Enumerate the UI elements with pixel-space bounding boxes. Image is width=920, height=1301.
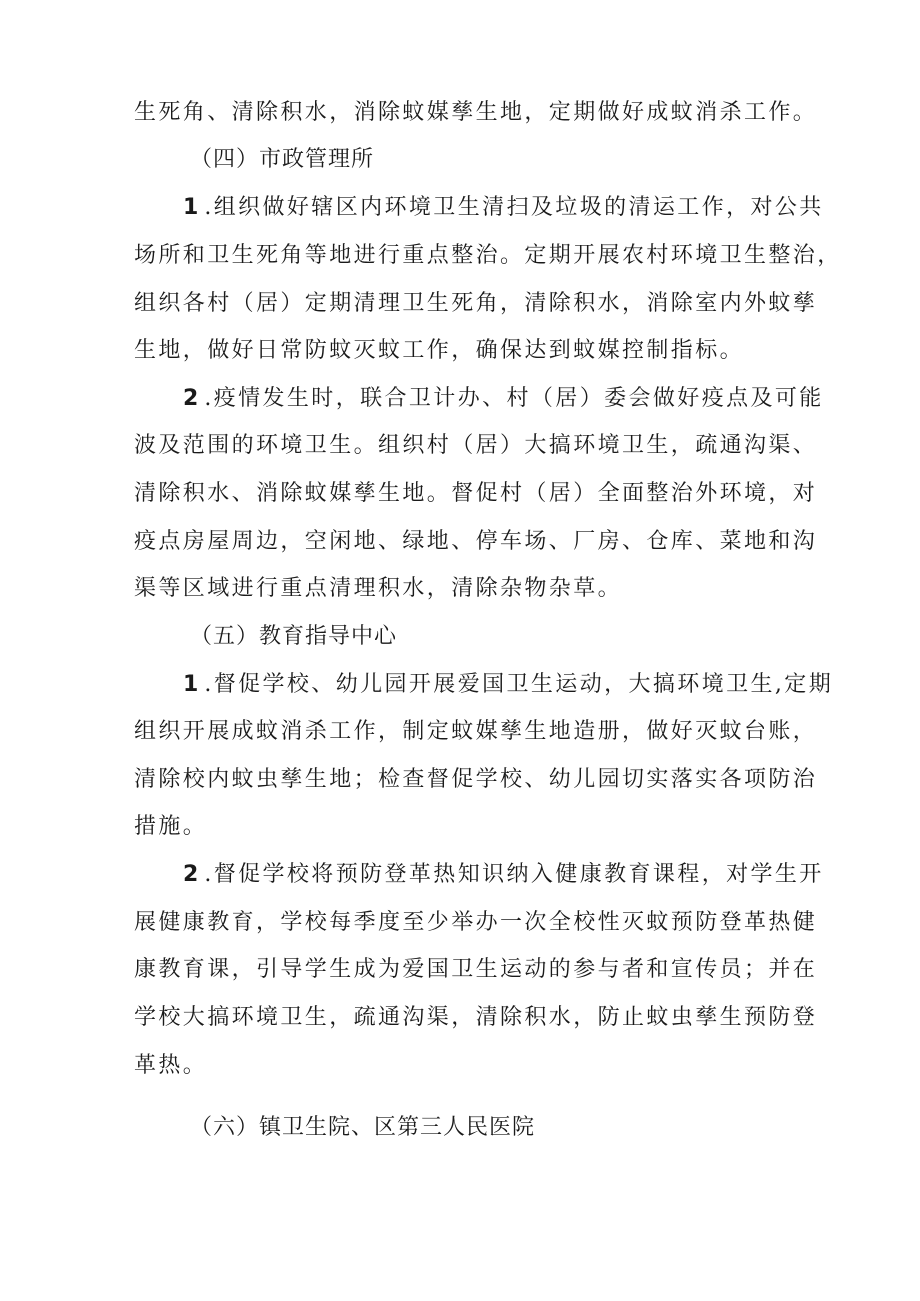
- paragraph-line: 展健康教育，学校每季度至少举办一次全校性灭蚊预防登革热健: [134, 910, 818, 935]
- item-number: 1: [183, 195, 199, 220]
- paragraph-line: [183, 670, 833, 700]
- paragraph-line: 革热。: [134, 1053, 208, 1078]
- paragraph-line: 渠等区域进行重点清理积水，清除杂物杂草。: [134, 576, 623, 601]
- paragraph-text: .督促学校、幼儿园开展爱国卫生运动，大搞环境卫生,定期: [204, 672, 834, 697]
- paragraph-line: [183, 193, 824, 223]
- paragraph-line: [183, 384, 824, 414]
- paragraph-line: 清除积水、消除蚊媒孳生地。督促村（居）全面整治外环境，对: [134, 481, 818, 506]
- section-heading-6: （六）镇卫生院、区第三人民医院: [190, 1115, 536, 1140]
- paragraph-line: 场所和卫生死角等地进行重点整治。定期开展农村环境卫生整治，: [134, 243, 842, 268]
- paragraph-line: 学校大搞环境卫生，疏通沟渠，清除积水，防止蚊虫孳生预防登: [134, 1005, 818, 1030]
- paragraph-line: 组织开展成蚊消杀工作，制定蚊媒孳生地造册，做好灭蚊台账，: [134, 719, 818, 744]
- section-heading-4: （四）市政管理所: [190, 147, 375, 172]
- paragraph-line: 组织各村（居）定期清理卫生死角，清除积水，消除室内外蚊孳: [134, 291, 818, 316]
- paragraph-line: 生死角、清除积水，消除蚊媒孳生地，定期做好成蚊消杀工作。: [134, 100, 818, 125]
- paragraph-line: [183, 860, 824, 890]
- paragraph-text: .督促学校将预防登革热知识纳入健康教育课程，对学生开: [204, 862, 824, 887]
- item-number: 1: [183, 672, 199, 697]
- paragraph-line: 措施。: [134, 814, 208, 839]
- item-number: 2: [183, 862, 199, 887]
- section-heading-5: （五）教育指导中心: [190, 624, 398, 649]
- paragraph-line: 疫点房屋周边，空闲地、绿地、停车场、厂房、仓库、菜地和沟: [134, 529, 818, 554]
- paragraph-line: 生地，做好日常防蚊灭蚊工作，确保达到蚊媒控制指标。: [134, 338, 745, 363]
- paragraph-text: .疫情发生时，联合卫计办、村（居）委会做好疫点及可能: [204, 386, 824, 411]
- item-number: 2: [183, 386, 199, 411]
- paragraph-text: .组织做好辖区内环境卫生清扫及垃圾的清运工作，对公共: [204, 195, 824, 220]
- paragraph-line: 波及范围的环境卫生。组织村（居）大搞环境卫生，疏通沟渠、: [134, 433, 818, 458]
- paragraph-line: 清除校内蚊虫孳生地；检查督促学校、幼儿园切实落实各项防治: [134, 767, 818, 792]
- paragraph-line: 康教育课，引导学生成为爱国卫生运动的参与者和宣传员；并在: [134, 957, 818, 982]
